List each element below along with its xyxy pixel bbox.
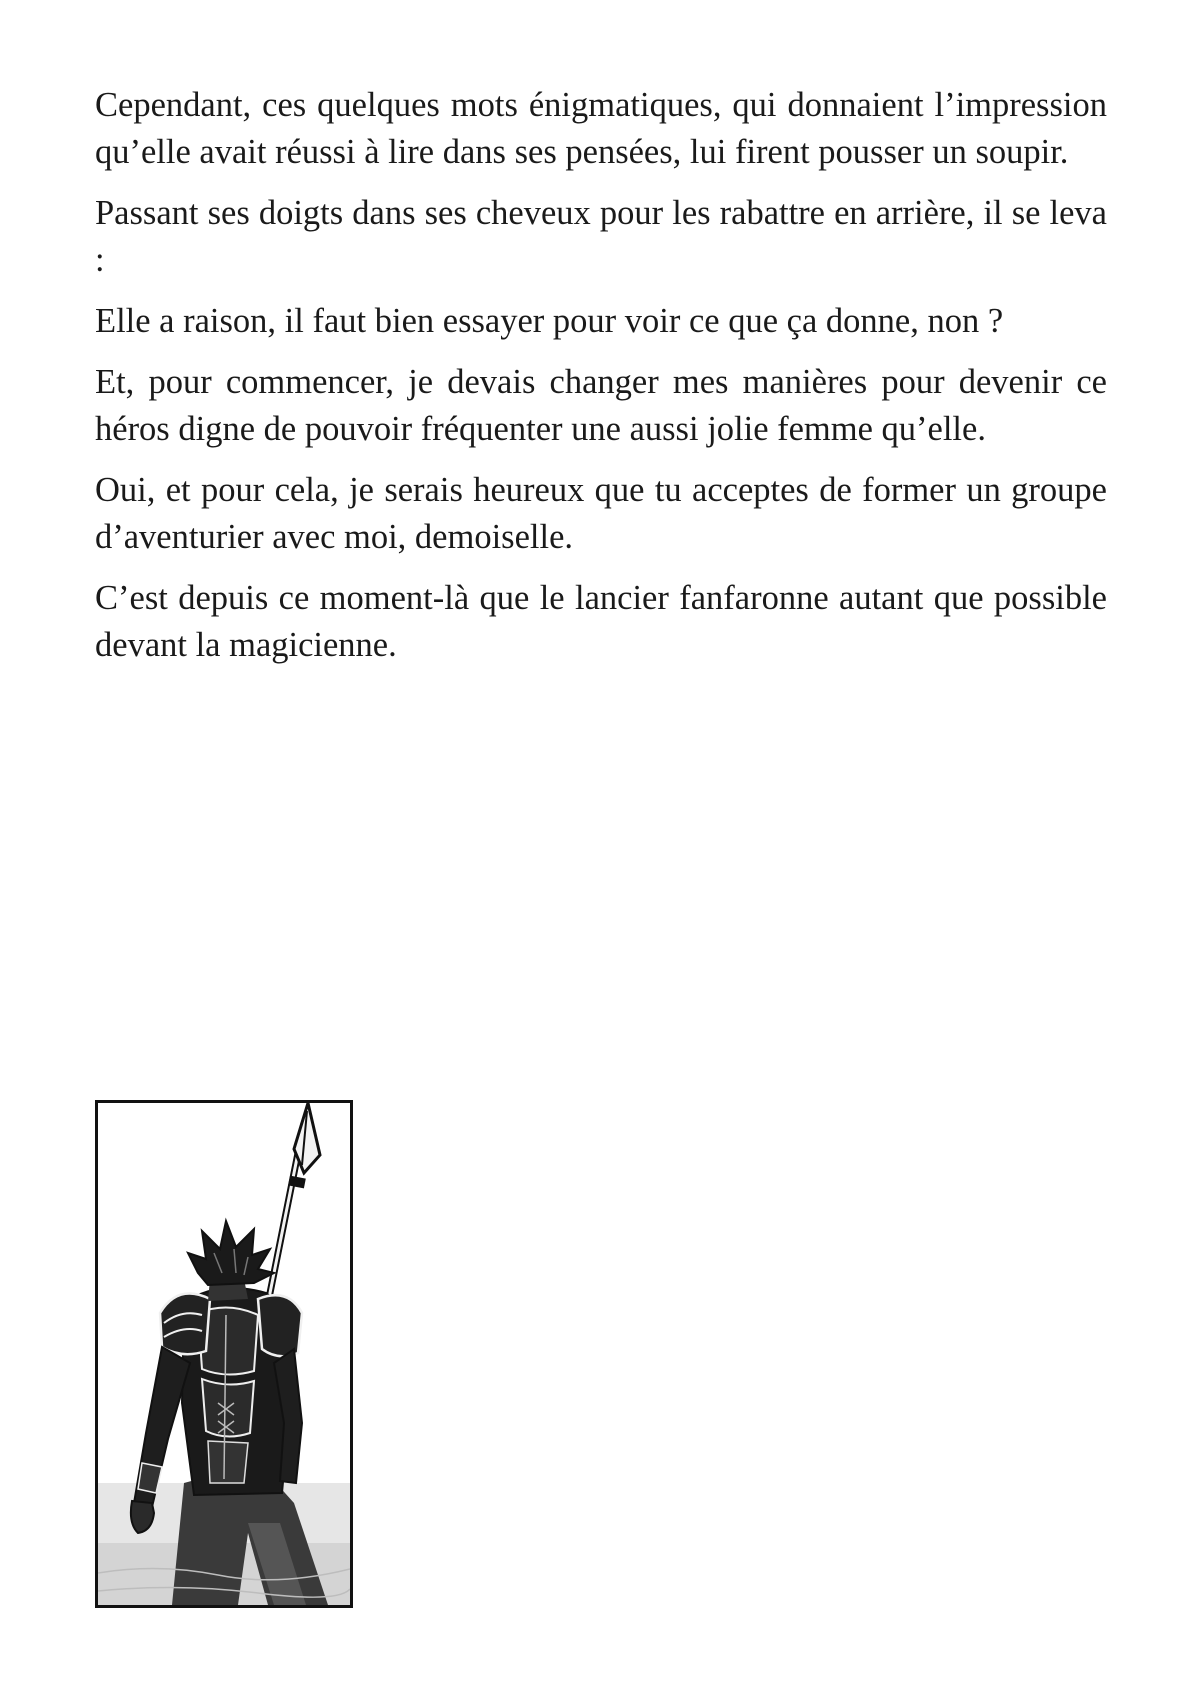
paragraph-1: Cependant, ces quelques mots énigmatiques, qui donnaient l’impression qu’elle avait réussi à lire dans ses pensées, lui firent pousser un soupir. [95, 86, 1107, 171]
paragraph-2: Passant ses doigts dans ses cheveux pour les rabattre en arrière, il se leva : [95, 194, 1107, 279]
paragraph-5: Oui, et pour cela, je serais heureux que tu acceptes de former un groupe d’aventurier avec moi, demoiselle. [95, 471, 1107, 556]
paragraph-6: C’est depuis ce moment-là que le lancier fanfaronne autant que possible devant la magicienne. [95, 579, 1107, 664]
manga-panel [95, 1100, 353, 1608]
body-text [95, 82, 1107, 683]
lancer-seen-from-behind-icon [98, 1103, 350, 1605]
paragraph-3: Elle a raison, il faut bien essayer pour voir ce que ça donne, non ? [95, 302, 1004, 340]
paragraph-4: Et, pour commencer, je devais changer mes manières pour devenir ce héros digne de pouvoir fréquenter une aussi jolie femme qu’elle. [95, 363, 1107, 448]
